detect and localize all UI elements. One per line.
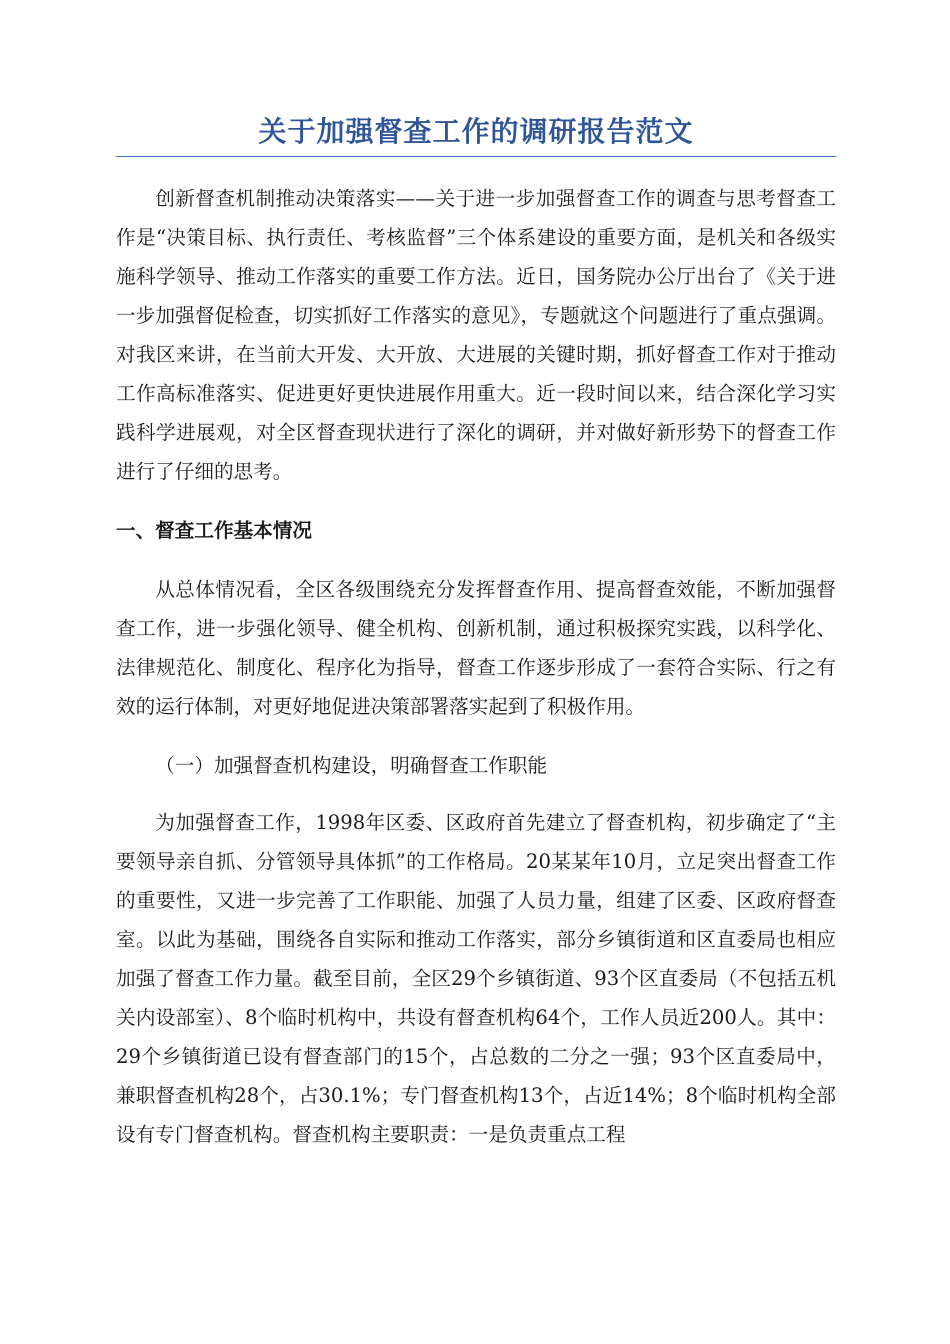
subsection-heading: （一）加强督查机构建设，明确督查工作职能 — [155, 754, 548, 777]
title-underline — [116, 156, 836, 157]
document-page — [116, 110, 836, 1154]
body-paragraph: 为加强督查工作，1998年区委、区政府首先建立了督查机构，初步确定了“主要领导亲自抓、分管领导具体抓”的工作格局。20某某年10月，立足突出督查工作的重要性，又进一步完善了工作职能、加强了人员力量，组建了区委、区政府督查室。以此为基础，围绕各自实际和推动工作落实，部分乡镇街道和区直委局也相应加强了督查工作力量。截至目前，全区29个乡镇街道、93个区直委局（不包括五机关内设部室）、8个临时机构中，共设有督查机构64个，工作人员近200人。其中：29个乡镇街道已设有督查部门的15个，占总数的二分之一强；93个区直委局中，兼职督查机构28个，占30.1%；专门督查机构13个，占近14%；8个临时机构全部设有专门督查机构。督查机构主要职责：一是负责重点工程 — [116, 811, 836, 1146]
overview-paragraph: 从总体情况看，全区各级围绕充分发挥督查作用、提高督查效能，不断加强督查工作，进一步强化领导、健全机构、创新机制，通过积极探究实践，以科学化、法律规范化、制度化、程序化为指导，督查工作逐步形成了一套符合实际、行之有效的运行体制，对更好地促进决策部署落实起到了积极作用。 — [116, 578, 836, 718]
intro-paragraph: 创新督查机制推动决策落实——关于进一步加强督查工作的调查与思考督查工作是“决策目标、执行责任、考核监督”三个体系建设的重要方面，是机关和各级实施科学领导、推动工作落实的重要工作方法。近日，国务院办公厅出台了《关于进一步加强督促检查，切实抓好工作落实的意见》，专题就这个问题进行了重点强调。对我区来讲，在当前大开发、大开放、大进展的关键时期，抓好督查工作对于推动工作高标准落实、促进更好更快进展作用重大。近一段时间以来，结合深化学习实践科学进展观，对全区督查现状进行了深化的调研，并对做好新形势下的督查工作进行了仔细的思考。 — [116, 187, 836, 483]
section-heading: 一、督查工作基本情况 — [116, 519, 312, 542]
document-title: 关于加强督查工作的调研报告范文 — [258, 115, 694, 148]
